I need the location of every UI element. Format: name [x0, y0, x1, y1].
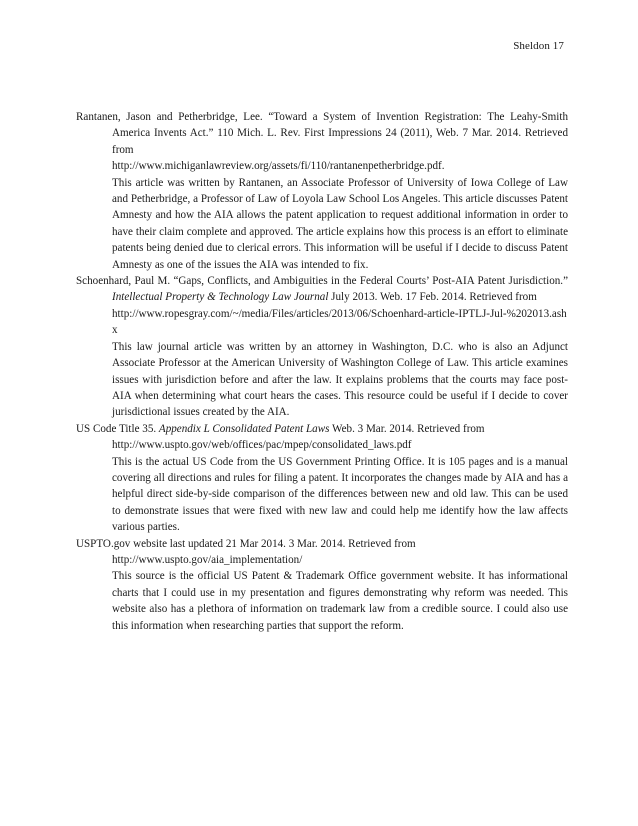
citation-part: Web. 3 Mar. 2014. Retrieved from: [329, 422, 485, 435]
citation-entry: [76, 421, 568, 536]
citation-url: http://www.uspto.gov/aia_implementation/: [112, 553, 303, 566]
running-head: Sheldon 17: [513, 40, 564, 52]
citation-entry: [76, 273, 568, 421]
citation-entry: [76, 109, 568, 273]
citation-part: July 2013. Web. 17 Feb. 2014. Retrieved from: [328, 291, 537, 304]
works-cited-list: [76, 109, 568, 634]
annotation-text: This law journal article was written by an attorney in Washington, D.C. who is also an Adjunct Associate Professor at the American University of Washington College of Law. This article examines issues with jurisdiction before and after the law. It explains problems that the courts may face post-AIA when determining what court hears the cases. This resource could be useful if I decide to cover jurisdictional issues created by the AIA.: [112, 340, 568, 419]
citation-url: http://www.ropesgray.com/~/media/Files/articles/2013/06/Schoenhard-article-IPTLJ-Jul-%202013.ashx: [112, 307, 567, 337]
citation-entry: [76, 536, 568, 634]
citation-part: Rantanen, Jason and Petherbridge, Lee. “Toward a System of Invention Registration: The Leahy-Smith America Invents Act.” 110 Mich. L. Rev. First Impressions 24 (2011), Web. 7 Mar. 2014. Retrieved from: [76, 111, 568, 156]
citation-part: USPTO.gov website last updated 21 Mar 2014. 3 Mar. 2014. Retrieved from: [76, 537, 416, 550]
citation-text: [76, 273, 568, 306]
annotation-text: This is the actual US Code from the US Government Printing Office. It is 105 pages and is a manual covering all directions and rules for filing a patent. It incorporates the changes made by AIA and has a helpful direct side-by-side comparison of the differences between new and old law. This can be used to demonstrate issues that were fixed with new law and could help me identify how the law affects various parties.: [112, 455, 568, 534]
citation-url: http://www.uspto.gov/web/offices/pac/mpep/consolidated_laws.pdf: [112, 439, 412, 452]
annotation-text: This source is the official US Patent & Trademark Office government website. It has informational charts that I could use in my presentation and figures demonstrating why reform was needed. This website also has a plethora of information on trademark law from a credible source. I could also use this information when researching parties that support the reform.: [112, 570, 568, 632]
citation-text: [76, 421, 568, 437]
citation-url: http://www.michiganlawreview.org/assets/fi/110/rantanenpetherbridge.pdf.: [112, 160, 445, 173]
citation-part: Schoenhard, Paul M. “Gaps, Conflicts, and Ambiguities in the Federal Courts’ Post-AIA Patent Jurisdiction.”: [76, 275, 568, 288]
citation-journal-title: Intellectual Property & Technology Law Journal: [112, 291, 329, 304]
annotation-text: This article was written by Rantanen, an Associate Professor of University of Iowa College of Law and Petherbridge, a Professor of Law of Loyola Law School Los Angeles. This article discusses Patent Amnesty and how the AIA allows the patent application to request additional information in order to have their claim complete and approved. The article explains how this process is an effort to eliminate patents being denied due to clerical errors. This information will be useful if I decide to discuss Patent Amnesty as one of the issues the AIA was intended to fix.: [112, 176, 568, 271]
citation-document-title: Appendix L Consolidated Patent Laws: [158, 422, 330, 435]
citation-text: [76, 109, 568, 158]
citation-text: [76, 536, 568, 552]
citation-part: US Code Title 35.: [76, 422, 159, 435]
